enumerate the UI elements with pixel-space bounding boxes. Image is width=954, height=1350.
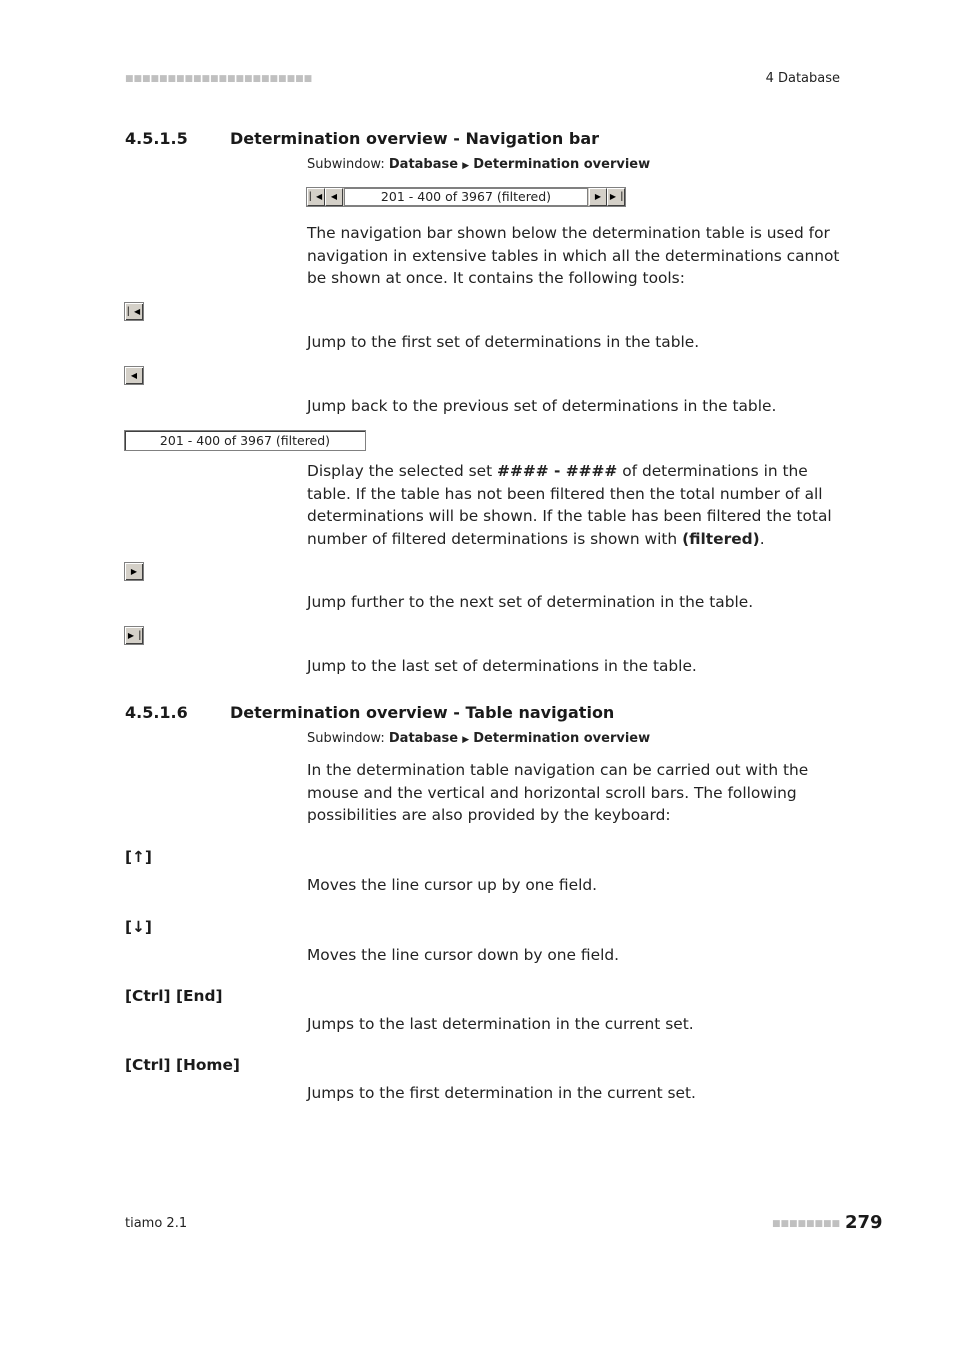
key-term: [Ctrl] [Home] <box>125 1056 240 1074</box>
page-number: 279 <box>845 1212 883 1233</box>
last-record-icon[interactable]: ▶▕ <box>607 188 625 206</box>
tool-description: Jump further to the next set of determination in the table. <box>307 593 754 611</box>
tool-description: Jump back to the previous set of determinations in the table. <box>307 397 777 415</box>
previous-record-icon[interactable]: ◀ <box>325 188 343 206</box>
section-title: Determination overview - Table navigation <box>230 703 615 722</box>
key-description: Jumps to the last determination in the current set. <box>307 1015 694 1033</box>
section-number: 4.5.1.5 <box>125 129 188 148</box>
last-record-icon: ▶▕ <box>124 626 144 645</box>
section-title: Determination overview - Navigation bar <box>230 129 600 148</box>
intro-paragraph: The navigation bar shown below the determination table is used for navigation in extensive tables in which all the determinations cannot be shown at once. It contains the following tools: <box>307 224 840 288</box>
record-range-display: 201 - 400 of 3967 (filtered) <box>344 188 588 206</box>
product-name: tiamo 2.1 <box>125 1216 188 1231</box>
next-record-icon: ▶ <box>124 562 144 581</box>
first-record-icon: ▏◀ <box>124 302 144 321</box>
intro-paragraph: In the determination table navigation can be carried out with the mouse and the vertical and horizontal scroll bars. The following possibilities are also provided by the keyboard: <box>307 761 809 825</box>
key-description: Moves the line cursor down by one field. <box>307 946 620 964</box>
record-range-display: 201 - 400 of 3967 (filtered) <box>124 430 366 451</box>
footer-decoration: ■■■■■■■■ <box>772 1219 841 1229</box>
tool-description: Jump to the last set of determinations in the table. <box>307 657 697 675</box>
navigation-bar <box>306 187 626 207</box>
subwindow-path: Subwindow: Database ▶ Determination overview <box>307 731 651 746</box>
subwindow-path: Subwindow: Database ▶ Determination overview <box>307 157 651 172</box>
tool-description: Jump to the first set of determinations in the table. <box>307 333 700 351</box>
key-description: Jumps to the first determination in the current set. <box>307 1084 696 1102</box>
first-record-icon[interactable]: ▏◀ <box>307 188 325 206</box>
key-term: [↓] <box>125 918 152 936</box>
next-record-icon[interactable]: ▶ <box>589 188 607 206</box>
previous-record-icon: ◀ <box>124 366 144 385</box>
header-decoration: ■■■■■■■■■■■■■■■■■■■■■■ <box>125 74 313 84</box>
key-term: [Ctrl] [End] <box>125 987 223 1005</box>
section-number: 4.5.1.6 <box>125 703 188 722</box>
tool-description: Display the selected set #### - #### of determinations in the table. If the table has not been filtered then the total number of all determinations will be shown. If the table has been filtered the total number of filtered determinations is shown with (filtered). <box>307 462 832 548</box>
chapter-title: 4 Database <box>765 71 840 86</box>
key-description: Moves the line cursor up by one field. <box>307 876 598 894</box>
key-term: [↑] <box>125 848 152 866</box>
